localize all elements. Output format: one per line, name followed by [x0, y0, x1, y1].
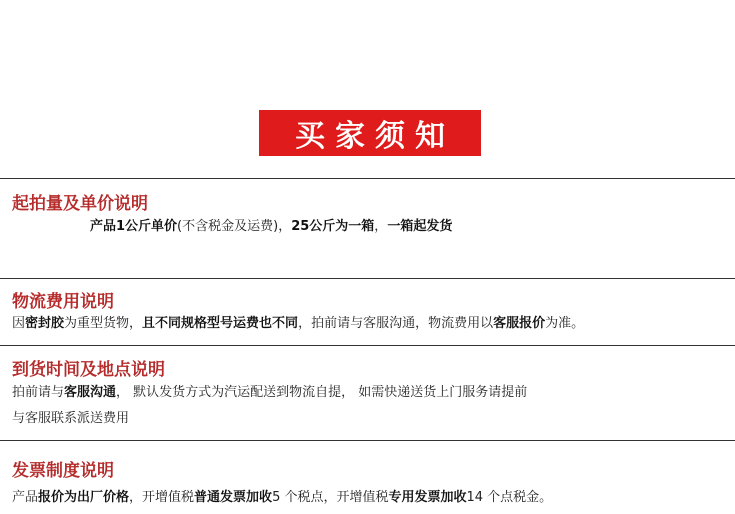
body-text: 产品 — [12, 490, 39, 505]
banner-title: 买家须知 — [295, 119, 455, 154]
body-text: ， 默认发货方式为汽运配送到物流自提， 如需快递送货上门服务请提前 — [116, 385, 528, 400]
body-text: 因 — [12, 316, 26, 331]
body-text: 与客服联系派送费用 — [12, 411, 130, 426]
section-line — [12, 489, 552, 507]
emphasis-text: 客服报价 — [493, 316, 546, 331]
emphasis-text: 客服沟通 — [64, 385, 117, 400]
body-text: 为重型货物， — [64, 316, 143, 331]
emphasis-text: 密封胶 — [25, 316, 65, 331]
section-line — [12, 410, 129, 428]
section-line — [90, 218, 452, 236]
section-title-min-order: 起拍量及单价说明 — [12, 194, 148, 214]
emphasis-text: 专用发票加收 — [388, 490, 467, 505]
body-text: ，开增值税 — [129, 490, 195, 505]
body-text: 5 个税点，开增值税 — [272, 490, 389, 505]
body-text: 为准。 — [545, 316, 585, 331]
emphasis-text: 产品1公斤单价 — [90, 219, 178, 234]
emphasis-text: 普通发票加收 — [194, 490, 273, 505]
notice-banner — [259, 110, 481, 156]
emphasis-text: 且不同规格型号运费也不同 — [142, 316, 299, 331]
body-text: 14 个点税金。 — [466, 490, 553, 505]
section-divider — [0, 278, 735, 279]
section-title-delivery: 到货时间及地点说明 — [12, 360, 165, 380]
emphasis-text: 一箱起发货 — [387, 219, 453, 234]
section-divider — [0, 345, 735, 346]
section-line — [12, 315, 584, 333]
section-divider — [0, 440, 735, 441]
emphasis-text: 报价为出厂价格 — [38, 490, 130, 505]
body-text: 拍前请与 — [12, 385, 65, 400]
body-text: (不含税金及运费)， — [177, 219, 292, 234]
section-title-logistics: 物流费用说明 — [12, 292, 114, 312]
section-line — [12, 384, 527, 402]
body-text: ， — [374, 219, 388, 234]
body-text: ，拍前请与客服沟通，物流费用以 — [298, 316, 494, 331]
section-divider — [0, 178, 735, 179]
emphasis-text: 25公斤为一箱 — [291, 219, 375, 234]
section-title-invoice: 发票制度说明 — [12, 461, 114, 481]
